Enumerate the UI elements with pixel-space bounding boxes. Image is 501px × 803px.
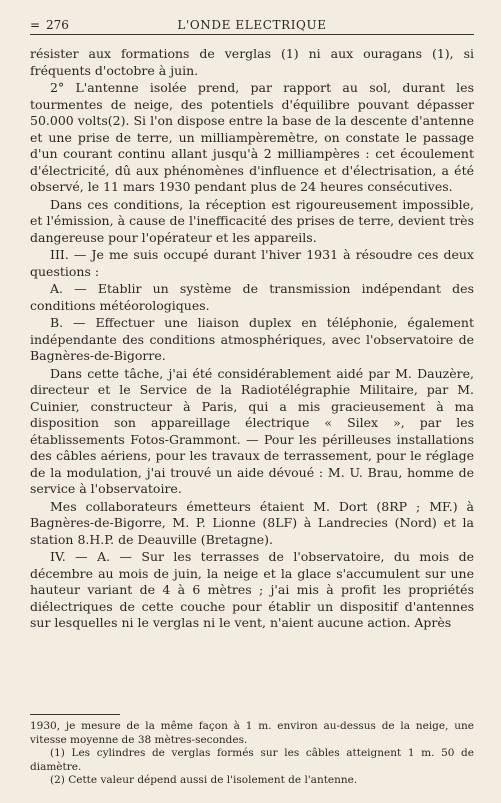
- footnote-2: (2) Cette valeur dépend aussi de l'isolement de l'antenne.: [50, 774, 358, 786]
- header-dash: =: [30, 18, 41, 32]
- journal-title: L'ONDE ELECTRIQUE: [177, 18, 327, 32]
- footnotes: [30, 720, 474, 788]
- body-text: [30, 46, 474, 632]
- footnote-1: (1) Les cylindres de verglas formés sur les câbles atteignent 1 m. 50 de diamètre.: [30, 747, 474, 773]
- paragraph-collaborators: Mes collaborateurs émetteurs étaient M. Dort (8RP ; MF.) à Bagnères-de-Bigorre, M. P. Lionne (8LF) à Landrecies (Nord) et la station 8.H.P. de Deauville (Bretagne).: [30, 498, 474, 547]
- paragraph-continuation: résister aux formations de verglas (1) ni aux ouragans (1), si fréquents d'octobre à juin.: [30, 46, 474, 78]
- paragraph-conditions: Dans ces conditions, la réception est rigoureusement impossible, et l'émission, à cause de l'inefficacité des prises de terre, devient très dangereuse pour l'opérateur et les appareils.: [30, 196, 474, 245]
- footnote-continuation: 1930, je mesure de la même façon à 1 m. environ au-dessus de la neige, une vitesse moyenne de 38 mètres-secondes.: [30, 720, 474, 746]
- paragraph-section-4: IV. — A. — Sur les terrasses de l'observatoire, du mois de décembre au mois de juin, la neige et la glace s'accumulent sur une hauteur variant de 4 à 6 mètres ; j'ai mis à profit les propriétés diélectriques de cette couche pour établir un dispositif d'antennes sur lesquelles ni le verglas ni le vent, n'aient aucune action. Après: [30, 549, 474, 630]
- running-header: [30, 16, 474, 35]
- paragraph-item-b: B. — Effectuer une liaison duplex en téléphonie, également indépendante des conditions atmosphériques, avec l'observatoire de Bagnères-de-Bigorre.: [30, 315, 474, 363]
- paragraph-section-3: III. — Je me suis occupé durant l'hiver 1931 à résoudre ces deux questions :: [30, 247, 474, 279]
- footnote-rule: [30, 714, 120, 715]
- paragraph-acknowledgements: Dans cette tâche, j'ai été considérablement aidé par M. Dauzère, directeur et le Service de la Radiotélégraphie Militaire, par M. Cuinier, constructeur à Paris, qui a mis gracieusement à ma disposition son appareillage électrique « Silex », par les établissements Fotos-Grammont. — Pour les périlleuses installations des câbles aériens, pour les travaux de terrassement, pour le réglage de la modulation, j'ai trouvé un aide dévoué : M. U. Brau, homme de service à l'observatoire.: [30, 365, 474, 496]
- paragraph-point-2: 2° L'antenne isolée prend, par rapport au sol, durant les tourmentes de neige, des potentiels d'équilibre pouvant dépasser 50.000 volts(2). Si l'on dispose entre la base de la descente d'antenne et une prise de terre, un milliampèremètre, on constate le passage d'un courant continu allant jusqu'à 2 milliampères : cet écoulement d'électricité, dû aux phénomènes d'influence et d'électrisation, a été observé, le 11 mars 1930 pendant plus de 24 heures consécutives.: [30, 80, 474, 194]
- page-number: 276: [46, 18, 69, 32]
- paragraph-item-a: A. — Etablir un système de transmission indépendant des conditions météorologiques.: [30, 281, 474, 313]
